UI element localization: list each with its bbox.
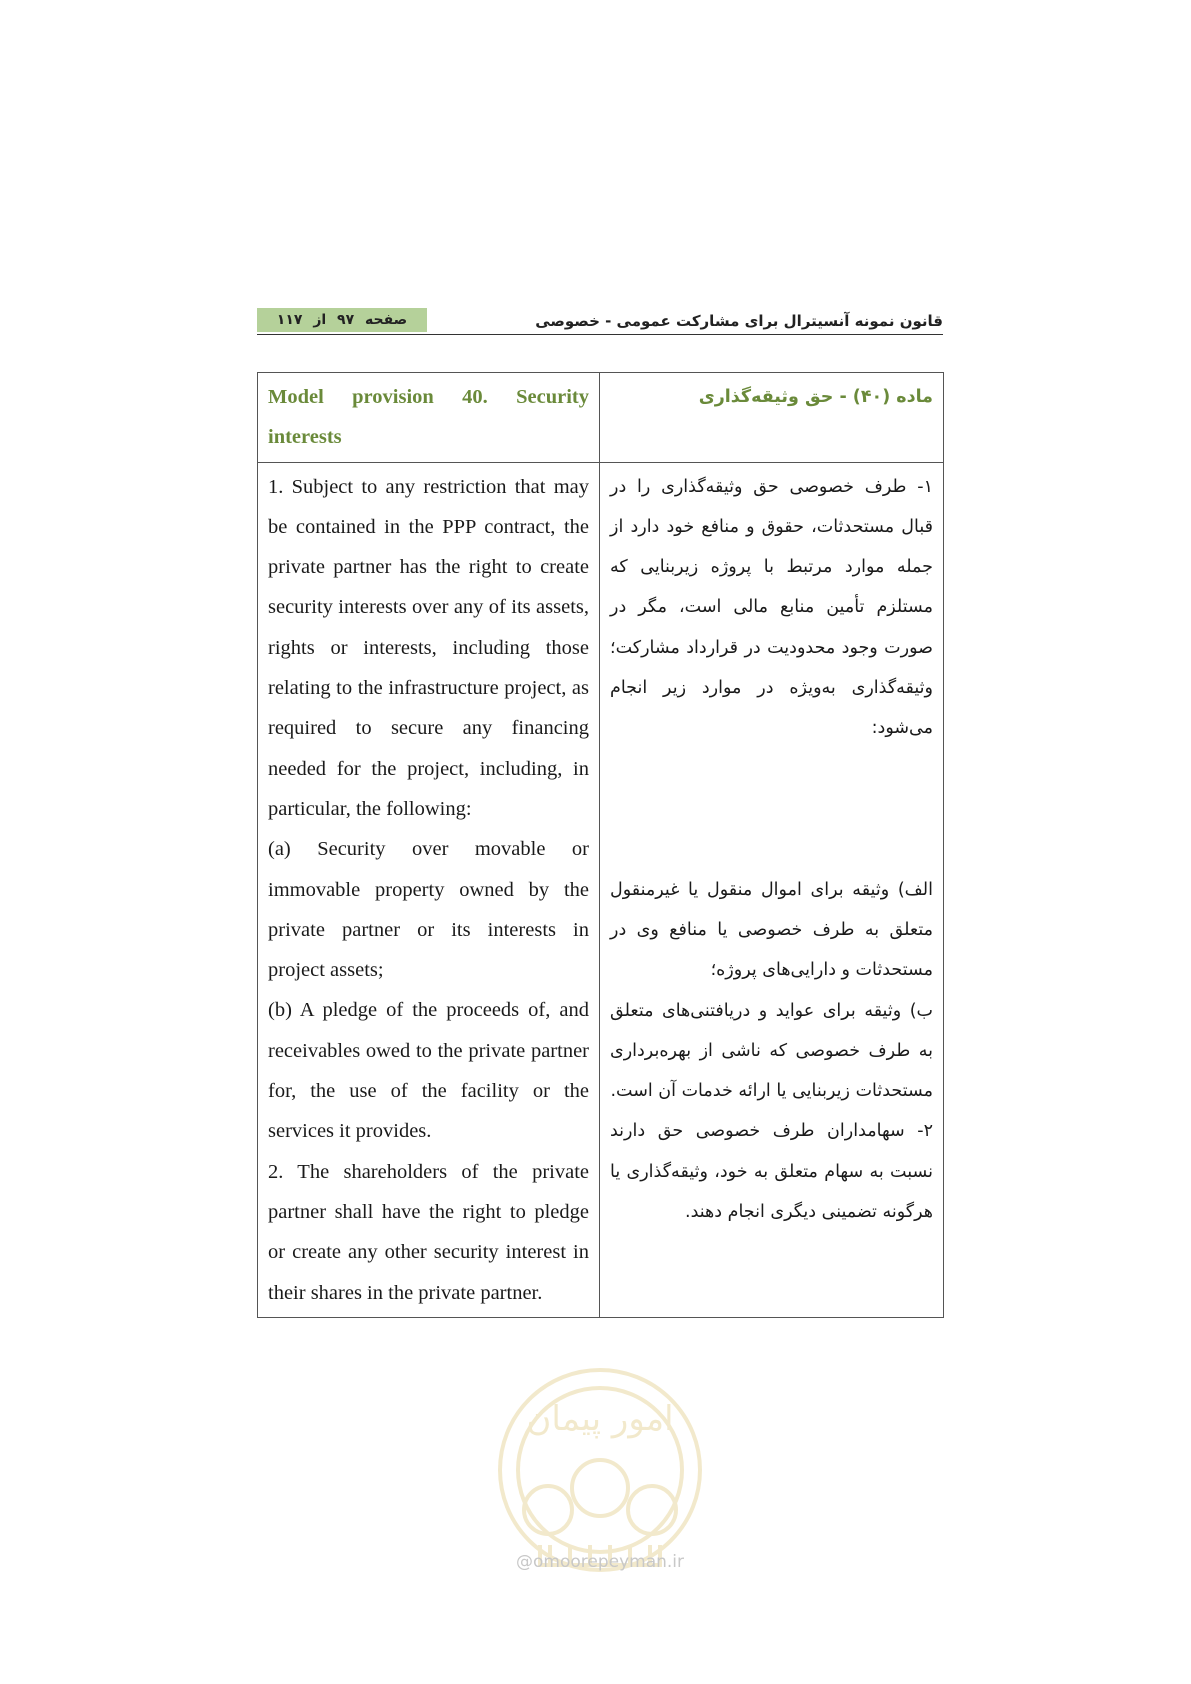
english-paragraph-1: 1. Subject to any restriction that may be contained in the PPP contract, the private partner has the right to create security interests over any of its assets, rights or interests, including those relating to the infrastructure project, as required to secure any financing needed for the project, including, in particular, the following: — [268, 475, 589, 820]
english-heading: Model provision 40. Security interests — [268, 386, 589, 449]
persian-heading-cell — [600, 373, 944, 463]
page-total: ۱۱۷ — [276, 312, 303, 328]
spacer — [610, 749, 933, 870]
page-number: ۹۷ — [337, 312, 355, 328]
page-number-badge — [257, 308, 427, 332]
table-body-row — [258, 462, 944, 1317]
english-paragraph-b: (b) A pledge of the proceeds of, and receivables owed to the private partner for, the use of the facility or the services it provides. — [268, 999, 589, 1143]
provision-table — [257, 372, 944, 1318]
persian-paragraph-1: ۱- طرف خصوصی حق وثیقه‌گذاری را در قبال مستحدثات، حقوق و منافع خود دارد از جمله موارد مرتبط با پروژه زیربنایی که مستلزم تأمین منابع مالی است، مگر در صورت وجود محدودیت در قرارداد مشارکت؛ وثیقه‌گذاری به‌ویژه در موارد زیر انجام می‌شود: — [610, 476, 933, 739]
document-title: قانون نمونه آنسیترال برای مشارکت عمومی - خصوصی — [535, 312, 943, 330]
english-heading-cell — [258, 373, 600, 463]
persian-paragraph-2: ۲- سهامداران طرف خصوصی حق دارند نسبت به سهام متعلق به خود، وثیقه‌گذاری یا هرگونه تضمینی دیگری انجام دهند. — [610, 1121, 933, 1223]
english-text-cell — [258, 462, 600, 1317]
watermark-site: @omoorepeyman.ir — [515, 1552, 685, 1572]
persian-paragraph-alef: الف) وثیقه برای اموال منقول یا غیرمنقول متعلق به طرف خصوصی یا منافع وی در مستحدثات و دارایی‌های پروژه؛ — [610, 879, 933, 981]
english-paragraph-a: (a) Security over movable or immovable property owned by the private partner or its interests in project assets; — [268, 838, 589, 982]
page-header — [257, 308, 943, 335]
english-paragraph-2: 2. The shareholders of the private partner shall have the right to pledge or create any other security interest in their shares in the private partner. — [268, 1160, 589, 1304]
watermark-logo — [490, 1360, 710, 1580]
of-word: از — [313, 312, 327, 328]
table-header-row — [258, 373, 944, 463]
persian-heading: ماده (۴۰) - حق وثیقه‌گذاری — [698, 387, 933, 407]
persian-paragraph-be: ب) وثیقه برای عواید و دریافتنی‌های متعلق به طرف خصوصی که ناشی از بهره‌برداری مستحدثات زیربنایی یا ارائه خدمات آن است. — [610, 1000, 933, 1102]
watermark-logo-text: امور پیمان — [526, 1399, 674, 1439]
page-word: صفحه — [365, 312, 408, 328]
persian-text-cell — [600, 462, 944, 1317]
